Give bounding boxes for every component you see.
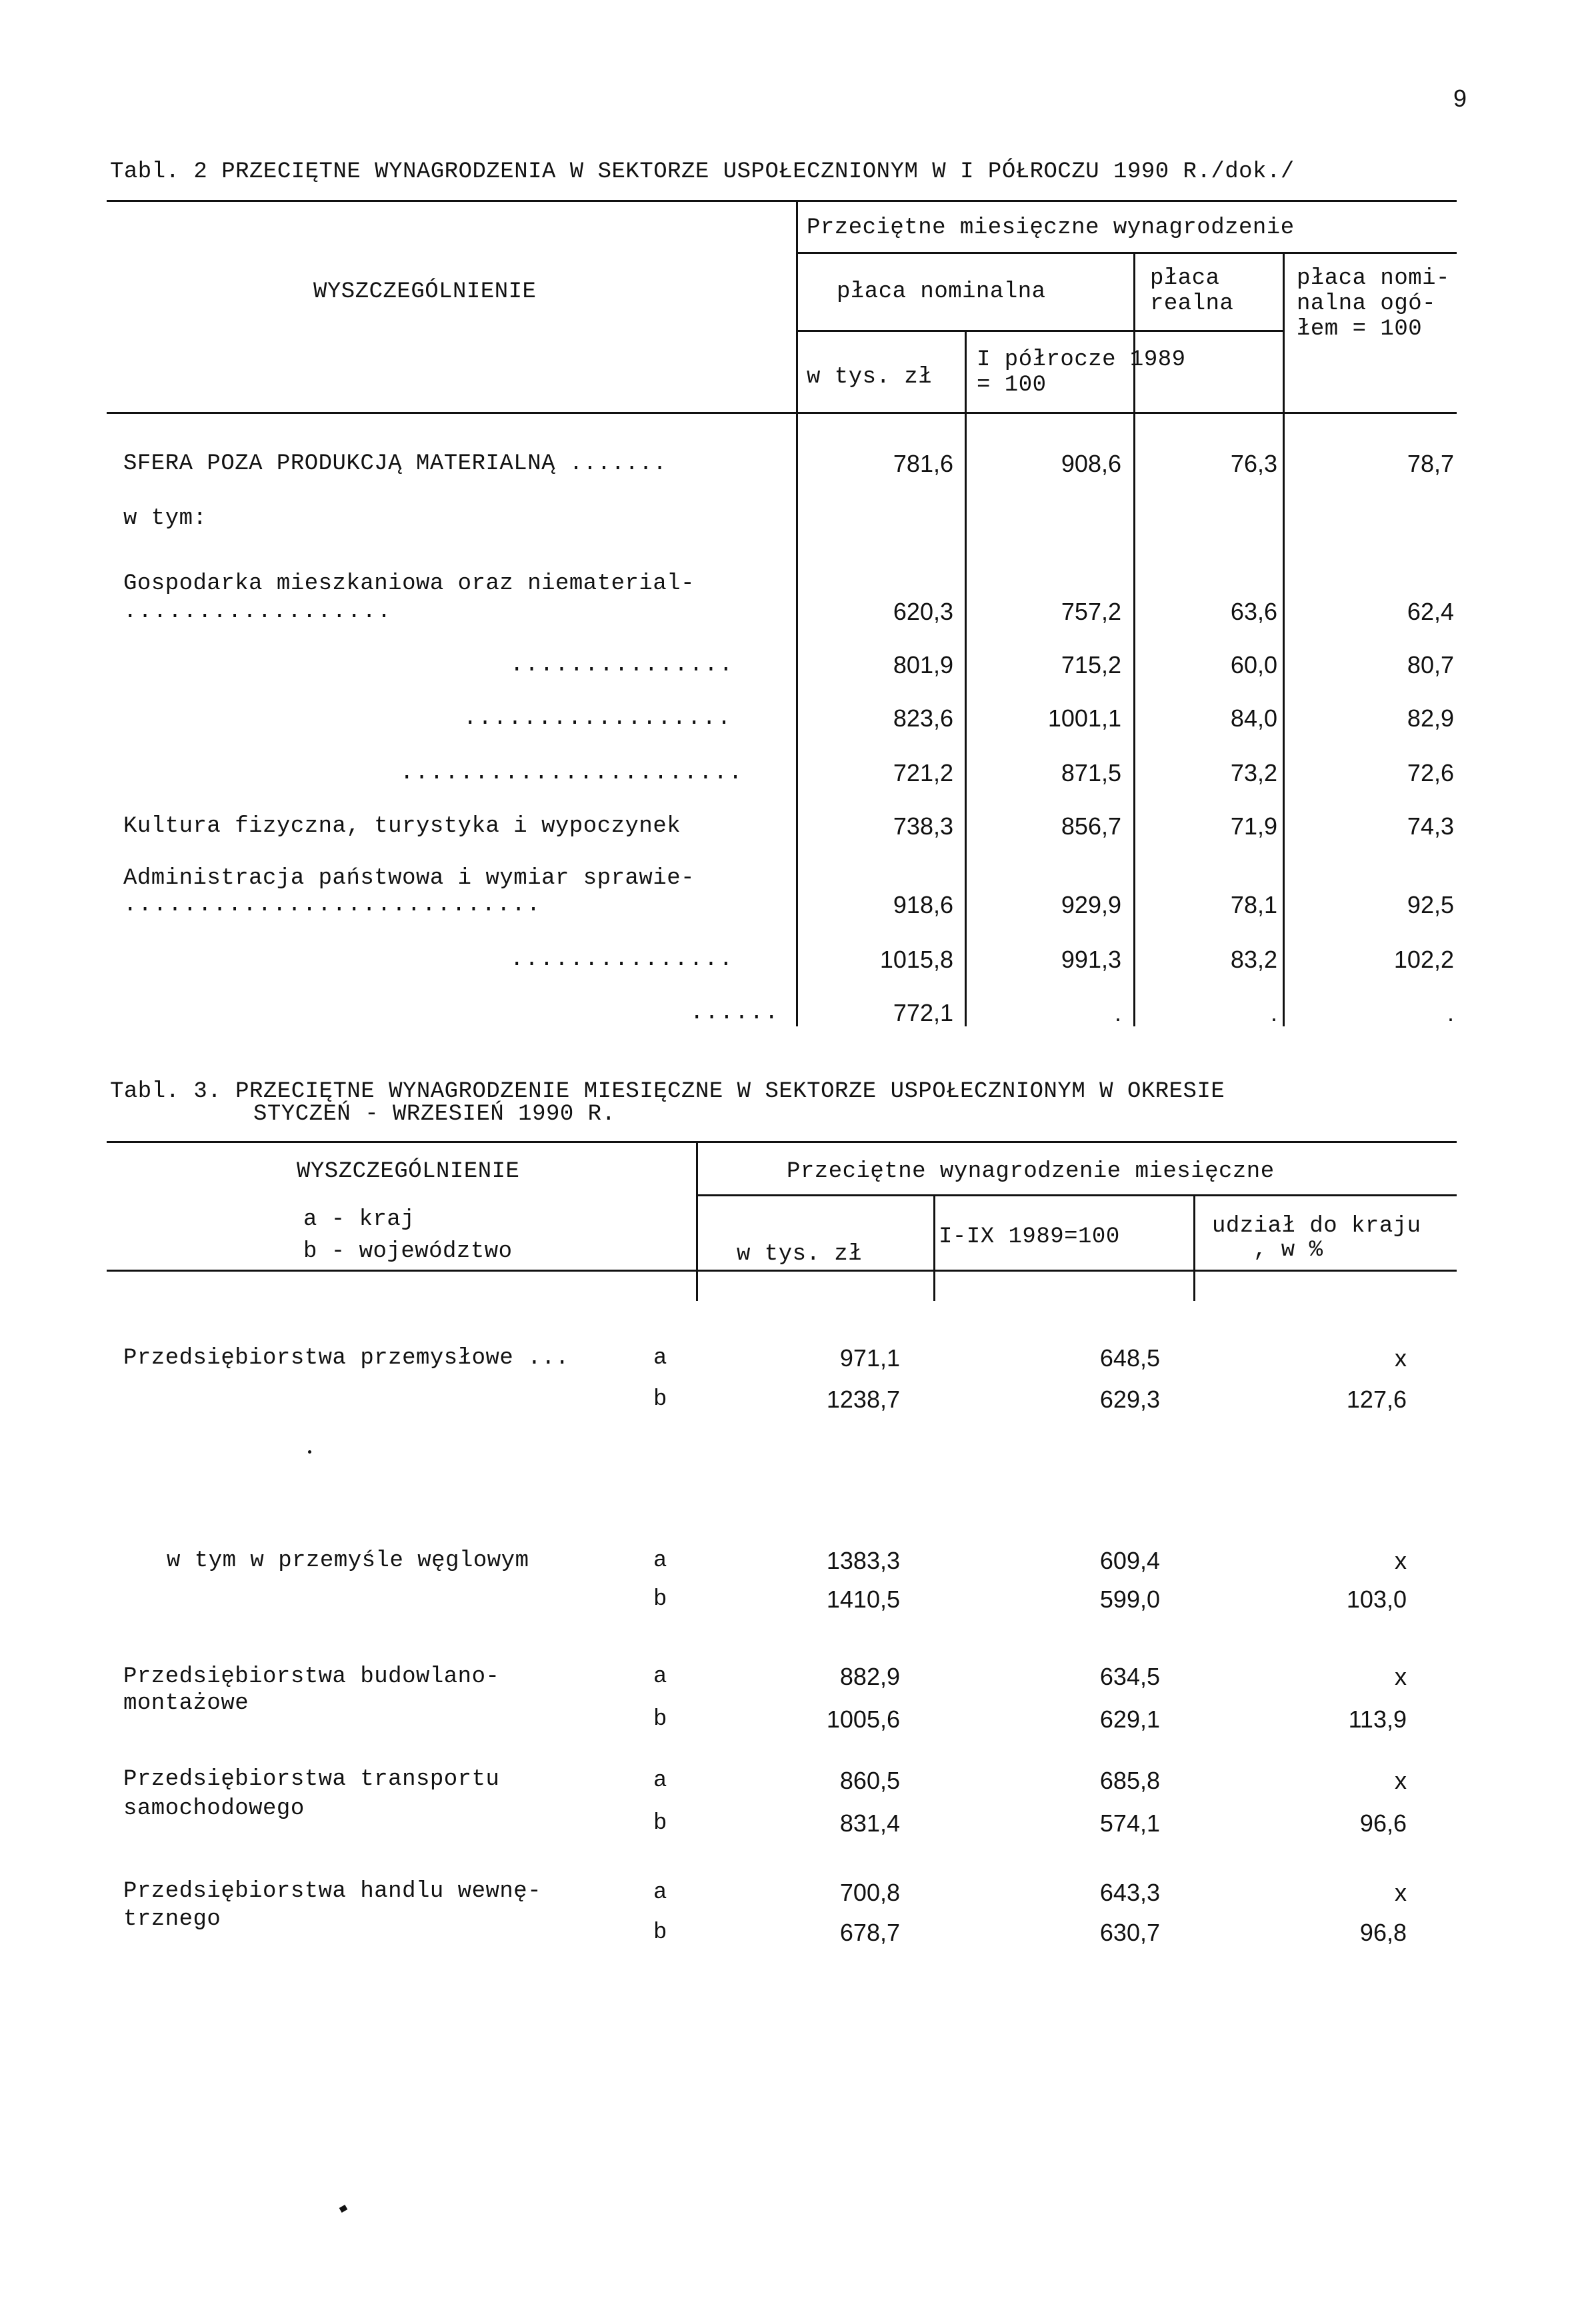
table3-letter-b: b: [653, 1920, 667, 1945]
table2-row-label: ..................: [123, 599, 393, 624]
table3-cell-share-b: 127,6: [1346, 1386, 1407, 1413]
table2-nominal-header: płaca nominalna: [837, 279, 1046, 305]
table3-top-rule: [107, 1141, 1457, 1143]
table2-cell-share: 72,6: [1407, 759, 1454, 786]
table2-row-label: ...............: [510, 652, 735, 678]
table2-cell-real: 73,2: [1230, 759, 1277, 786]
table2-cell-real: .: [1270, 999, 1277, 1026]
table3-tys-header: w tys. zł: [737, 1242, 863, 1267]
table3-letter-b: b: [653, 1707, 667, 1732]
table3-cell-tys-b: 1005,6: [826, 1706, 900, 1733]
table2-cell-share: 82,9: [1407, 704, 1454, 732]
table2-cell-share: 80,7: [1407, 651, 1454, 678]
table2-stub-header: WYSZCZEGÓLNIENIE: [313, 279, 537, 305]
table3-letter-b: b: [653, 1811, 667, 1836]
table2-stub-divider: [796, 200, 798, 1026]
table3-row-label-2: samochodowego: [123, 1796, 305, 1821]
table3-cell-tys-b: 1410,5: [826, 1586, 900, 1613]
table3-title-line-1: Tabl. 3. PRZECIĘTNE WYNAGRODZENIE MIESIĘCZNE W SEKTORZE USPOŁECZNIONYM W OKRESIE: [110, 1079, 1225, 1104]
table2-row-label: ............................: [123, 892, 542, 918]
table2-cell-share: 74,3: [1407, 812, 1454, 840]
table2-real-header-1: płaca: [1150, 266, 1220, 291]
table3-cell-tys-b: 831,4: [839, 1809, 900, 1837]
table2-real-header-2: realna: [1150, 291, 1234, 317]
table3-letter-a: a: [653, 1768, 667, 1793]
table2-row-label: w tym:: [123, 506, 207, 531]
table2-title: Tabl. 2 PRZECIĘTNE WYNAGRODZENIA W SEKTORZE USPOŁECZNIONYM W I PÓŁROCZU 1990 R./dok./: [110, 159, 1295, 185]
table3-cell-tys-a: 700,8: [839, 1879, 900, 1906]
table3-cell-index-a: 634,5: [1099, 1663, 1160, 1690]
table3-cell-share-a: x: [1395, 1663, 1407, 1690]
table2-cell-share: 92,5: [1407, 891, 1454, 918]
table2-index-header-2: = 100: [977, 373, 1047, 398]
table2-cell-tys: 801,9: [893, 651, 953, 678]
table3-letter-a: a: [653, 1664, 667, 1690]
table2-cell-tys: 1015,8: [879, 946, 953, 973]
table3-group-header: Przeciętne wynagrodzenie miesięczne: [787, 1159, 1275, 1184]
table2-cell-real: 60,0: [1230, 651, 1277, 678]
table2-cell-share: 102,2: [1393, 946, 1454, 973]
table2-cell-real: 78,1: [1230, 891, 1277, 918]
table3-letter-b: b: [653, 1387, 667, 1412]
table2-row-label: SFERA POZA PRODUKCJĄ MATERIALNĄ .......: [123, 451, 667, 477]
table3-cell-share-a: x: [1395, 1879, 1407, 1906]
table3-cell-share-b: 96,8: [1359, 1919, 1407, 1946]
table2-cell-real: 83,2: [1230, 946, 1277, 973]
table3-letter-a: a: [653, 1346, 667, 1371]
table2-row-label: Gospodarka mieszkaniowa oraz niematerial-: [123, 571, 695, 596]
table2-cell-index: 908,6: [1061, 450, 1121, 477]
scan-speck: [339, 2205, 348, 2213]
table2-cell-real: 63,6: [1230, 598, 1277, 625]
table3-share-header-1: udział do kraju: [1212, 1214, 1421, 1239]
table2-header-bottom-rule: [107, 412, 1457, 414]
table2-cell-share: .: [1447, 999, 1454, 1026]
table3-cell-index-b: 629,3: [1099, 1386, 1160, 1413]
table2-cell-tys: 738,3: [893, 812, 953, 840]
table2-row-label: Kultura fizyczna, turystyka i wypoczynek: [123, 814, 681, 839]
table2-group-rule: [798, 252, 1457, 254]
table2-row-label: Administracja państwowa i wymiar sprawie-: [123, 866, 695, 891]
table3-title-line-2: STYCZEŃ - WRZESIEŃ 1990 R.: [253, 1102, 616, 1127]
table2-row-label: ...............: [510, 947, 735, 972]
table3-row-label: Przedsiębiorstwa przemysłowe ...: [123, 1346, 569, 1371]
table3-cell-index-b: 630,7: [1099, 1919, 1160, 1946]
table3-row-label: Przedsiębiorstwa handlu wewnę-: [123, 1879, 542, 1904]
table3-cell-index-a: 643,3: [1099, 1879, 1160, 1906]
table2-row-label: ..................: [463, 706, 733, 731]
table2-row-label: .......................: [400, 760, 744, 786]
table2-group-header: Przeciętne miesięczne wynagrodzenie: [807, 215, 1295, 241]
table3-cell-share-a: x: [1395, 1767, 1407, 1794]
table3-cell-tys-a: 1383,3: [826, 1547, 900, 1574]
table3-letter-b: b: [653, 1587, 667, 1612]
table3-index-header: I-IX 1989=100: [939, 1224, 1120, 1250]
table3-cell-index-a: 685,8: [1099, 1767, 1160, 1794]
table2-share-header-3: łem = 100: [1297, 317, 1423, 342]
table2-index-header-1: I półrocze 1989: [977, 347, 1186, 373]
table3-group-rule: [698, 1194, 1457, 1196]
table2-cell-share: 62,4: [1407, 598, 1454, 625]
table3-row-label: Przedsiębiorstwa transportu: [123, 1767, 500, 1792]
page-number: 9: [1453, 85, 1467, 112]
table2-cell-index: .: [1114, 999, 1121, 1026]
table3-row-label: w tym w przemyśle węglowym: [167, 1548, 529, 1574]
table3-cell-tys-a: 860,5: [839, 1767, 900, 1794]
table3-col2-divider: [1193, 1194, 1195, 1301]
scan-speck: [308, 1450, 311, 1454]
table3-cell-share-b: 103,0: [1346, 1586, 1407, 1613]
table2-cell-real: 71,9: [1230, 812, 1277, 840]
table2-subgroup-rule: [798, 330, 1285, 332]
table2-cell-index: 871,5: [1061, 759, 1121, 786]
table3-cell-index-b: 599,0: [1099, 1586, 1160, 1613]
table3-stub-legend-b: b - województwo: [303, 1239, 513, 1264]
table3-stub-divider: [696, 1141, 698, 1301]
table2-cell-tys: 918,6: [893, 891, 953, 918]
table2-cell-real: 76,3: [1230, 450, 1277, 477]
table2-top-rule: [107, 200, 1457, 202]
table2-cell-index: 757,2: [1061, 598, 1121, 625]
table3-cell-tys-b: 1238,7: [826, 1386, 900, 1413]
table3-cell-tys-b: 678,7: [839, 1919, 900, 1946]
table3-cell-share-b: 96,6: [1359, 1809, 1407, 1837]
table2-share-header-1: płaca nomi-: [1297, 266, 1450, 291]
table3-cell-share-a: x: [1395, 1344, 1407, 1372]
table2-cell-tys: 781,6: [893, 450, 953, 477]
table2-cell-tys: 823,6: [893, 704, 953, 732]
table3-row-label-2: montażowe: [123, 1691, 249, 1716]
table3-cell-index-a: 648,5: [1099, 1344, 1160, 1372]
table3-row-label-2: trznego: [123, 1907, 221, 1932]
table2-cell-tys: 772,1: [893, 999, 953, 1026]
table3-stub-header: WYSZCZEGÓLNIENIE: [297, 1159, 520, 1184]
table2-cell-tys: 721,2: [893, 759, 953, 786]
table3-cell-share-b: 113,9: [1348, 1706, 1407, 1733]
table2-cell-index: 991,3: [1061, 946, 1121, 973]
table3-row-label: Przedsiębiorstwa budowlano-: [123, 1664, 500, 1690]
table3-cell-tys-a: 882,9: [839, 1663, 900, 1690]
table3-cell-index-b: 629,1: [1099, 1706, 1160, 1733]
table3-cell-index-a: 609,4: [1099, 1547, 1160, 1574]
table2-cell-share: 78,7: [1407, 450, 1454, 477]
table3-stub-legend-a: a - kraj: [303, 1207, 415, 1232]
table2-cell-real: 84,0: [1230, 704, 1277, 732]
table2-cell-index: 856,7: [1061, 812, 1121, 840]
table2-tys-header: w tys. zł: [807, 365, 933, 390]
table2-share-header-2: nalna ogó-: [1297, 291, 1437, 317]
table3-cell-index-b: 574,1: [1099, 1809, 1160, 1837]
table2-cell-index: 715,2: [1061, 651, 1121, 678]
table3-letter-a: a: [653, 1880, 667, 1905]
table2-row-label: ......: [690, 1000, 780, 1026]
table3-col1-divider: [933, 1194, 935, 1301]
table2-cell-index: 929,9: [1061, 891, 1121, 918]
table2-cell-index: 1001,1: [1047, 704, 1121, 732]
table2-cell-tys: 620,3: [893, 598, 953, 625]
table3-header-bottom-rule: [107, 1270, 1457, 1272]
table3-letter-a: a: [653, 1548, 667, 1574]
table3-cell-tys-a: 971,1: [839, 1344, 900, 1372]
table3-share-header-2: , w %: [1253, 1238, 1323, 1263]
table3-cell-share-a: x: [1395, 1547, 1407, 1574]
